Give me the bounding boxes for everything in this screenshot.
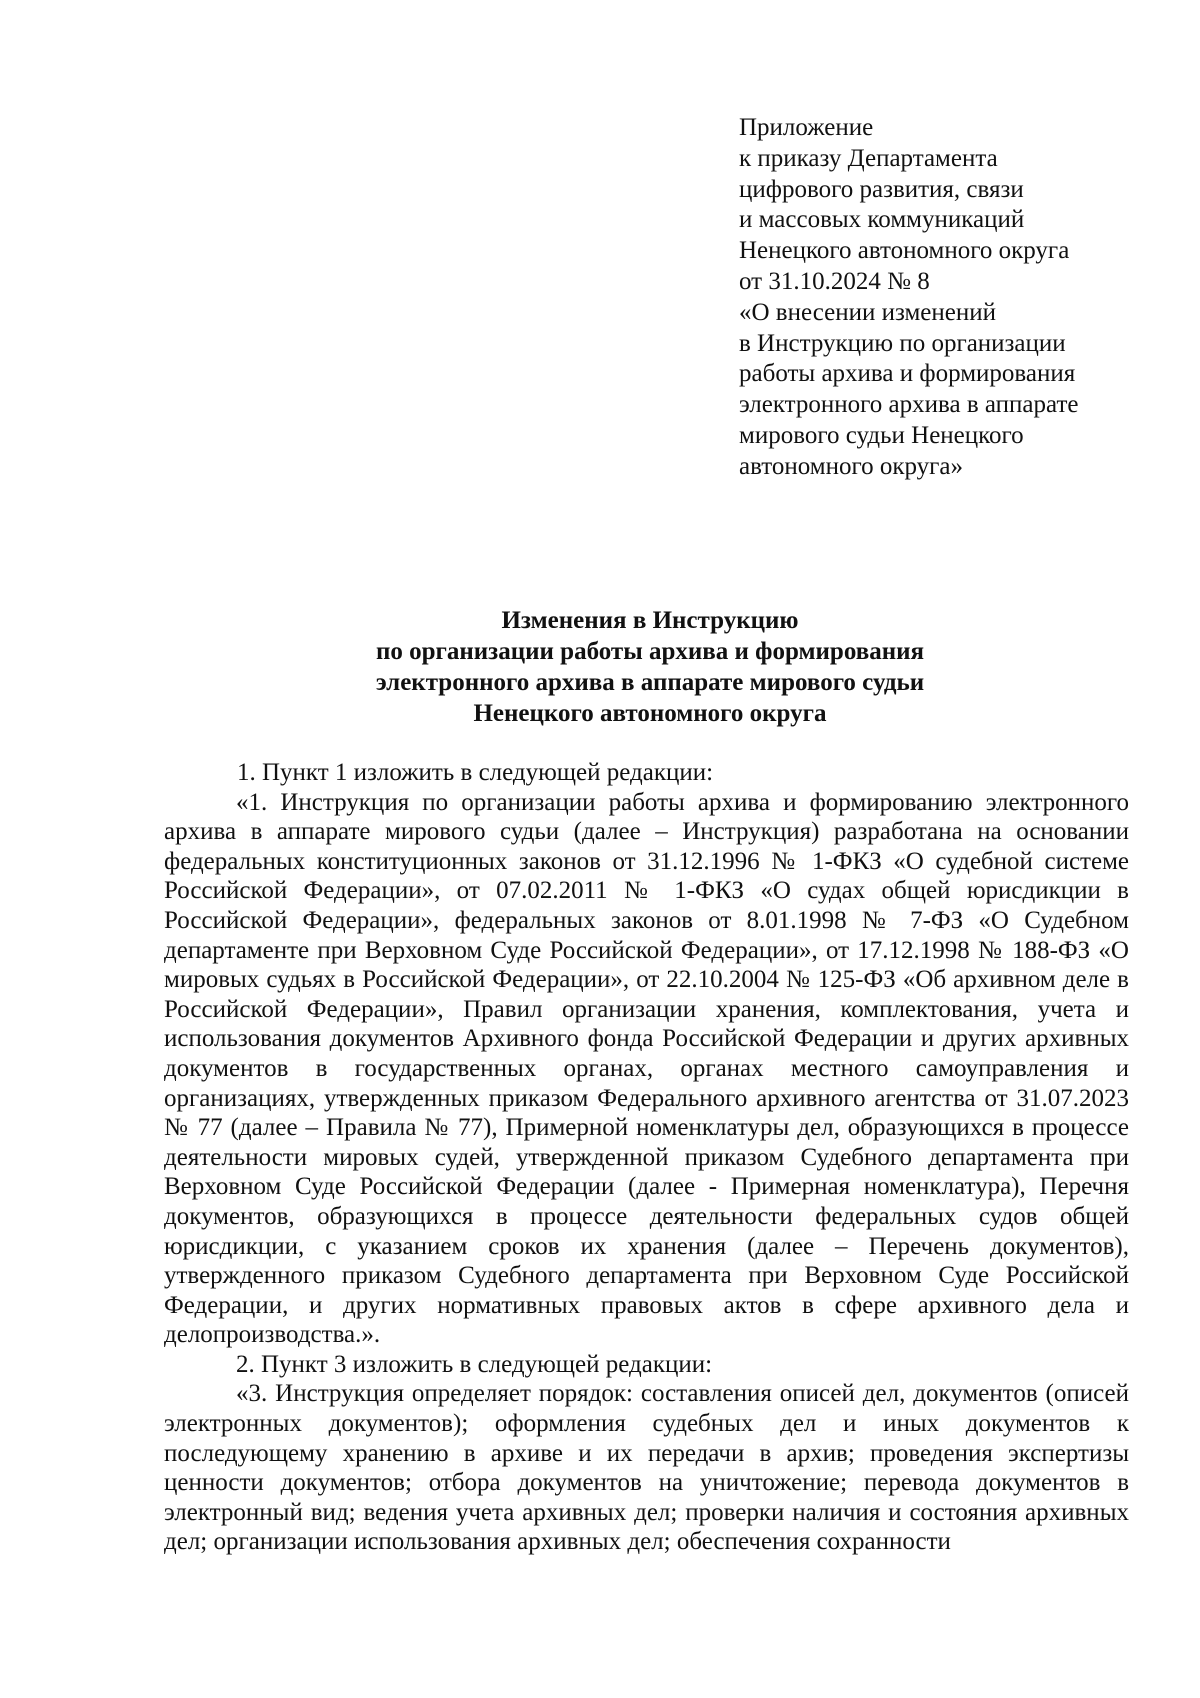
title-line: Изменения в Инструкцию	[501, 607, 799, 634]
appendix-line: цифрового развития, связи	[739, 175, 1024, 203]
item-1-text: «1. Инструкция по организации работы архива и формированию электронного архива в аппарате мирового судьи (далее – Инструкция) разработана на основании федеральных конституционных законов от 31.12.1996 № 1-ФКЗ «О судебной системе Российской Федерации», от 07.02.2011 № 1-ФКЗ «О судах общей юрисдикции в Российской Федерации», федеральных законов от 8.01.1998 № 7-ФЗ «О Судебном департаменте при Верховном Суде Российской Федерации», от 17.12.1998 № 188-ФЗ «О мировых судьях в Российской Федерации», от 22.10.2004 № 125-ФЗ «Об архивном деле в Российской Федерации», Правил организации хранения, комплектования, учета и использования документов Архивного фонда Российской Федерации и других архивных документов в государственных органах, органах местного самоуправления и организациях, утвержденных приказом Федерального архивного агентства от 31.07.2023 № 77 (далее – Правила № 77), Примерной номенклатуры дел, образующихся в процессе деятельности мировых судей, утвержденной приказом Судебного департамента при Верховном Суде Российской Федерации (далее - Примерная номенклатура), Перечня документов, образующихся в процессе деятельности федеральных судов общей юрисдикции, с указанием сроков их хранения (далее – Перечень документов), утвержденного приказом Судебного департамента при Верховном Суде Российской Федерации, и других нормативных правовых актов в сфере архивного дела и делопроизводства.».	[164, 788, 1129, 1349]
appendix-line: от 31.10.2024 № 8	[739, 267, 930, 295]
appendix-line: к приказу Департамента	[739, 144, 998, 172]
document-title	[160, 605, 1140, 729]
appendix-line: электронного архива в аппарате	[739, 391, 1079, 419]
item-2-text: «3. Инструкция определяет порядок: составления описей дел, документов (описей электронных документов); оформления судебных дел и иных документов к последующему хранению в архиве и их передачи в архив; проведения экспертизы ценности документов; отбора документов на уничтожение; перевода документов в электронный вид; ведения учета архивных дел; проверки наличия и состояния архивных дел; организации использования архивных дел; обеспечения сохранности	[164, 1380, 1129, 1556]
appendix-line: «О внесении изменений	[739, 298, 997, 326]
title-line: Ненецкого автономного округа	[473, 700, 827, 727]
appendix-line: Приложение	[739, 114, 874, 141]
appendix-line: Ненецкого автономного округа	[739, 237, 1070, 265]
appendix-line: работы архива и формирования	[739, 360, 1076, 388]
item-1-heading: 1. Пункт 1 изложить в следующей редакции:	[237, 759, 714, 786]
appendix-block	[739, 113, 1159, 483]
appendix-line: мирового судьи Ненецкого	[739, 421, 1024, 449]
appendix-line: и массовых коммуникаций	[739, 206, 1025, 234]
appendix-line: в Инструкцию по организации	[739, 329, 1066, 357]
appendix-line: автономного округа»	[739, 452, 964, 480]
document-body	[164, 758, 1129, 1557]
item-2-heading: 2. Пункт 3 изложить в следующей редакции:	[236, 1350, 713, 1378]
title-line: по организации работы архива и формирования	[375, 638, 925, 665]
title-line: электронного архива в аппарате мирового судьи	[375, 669, 925, 696]
